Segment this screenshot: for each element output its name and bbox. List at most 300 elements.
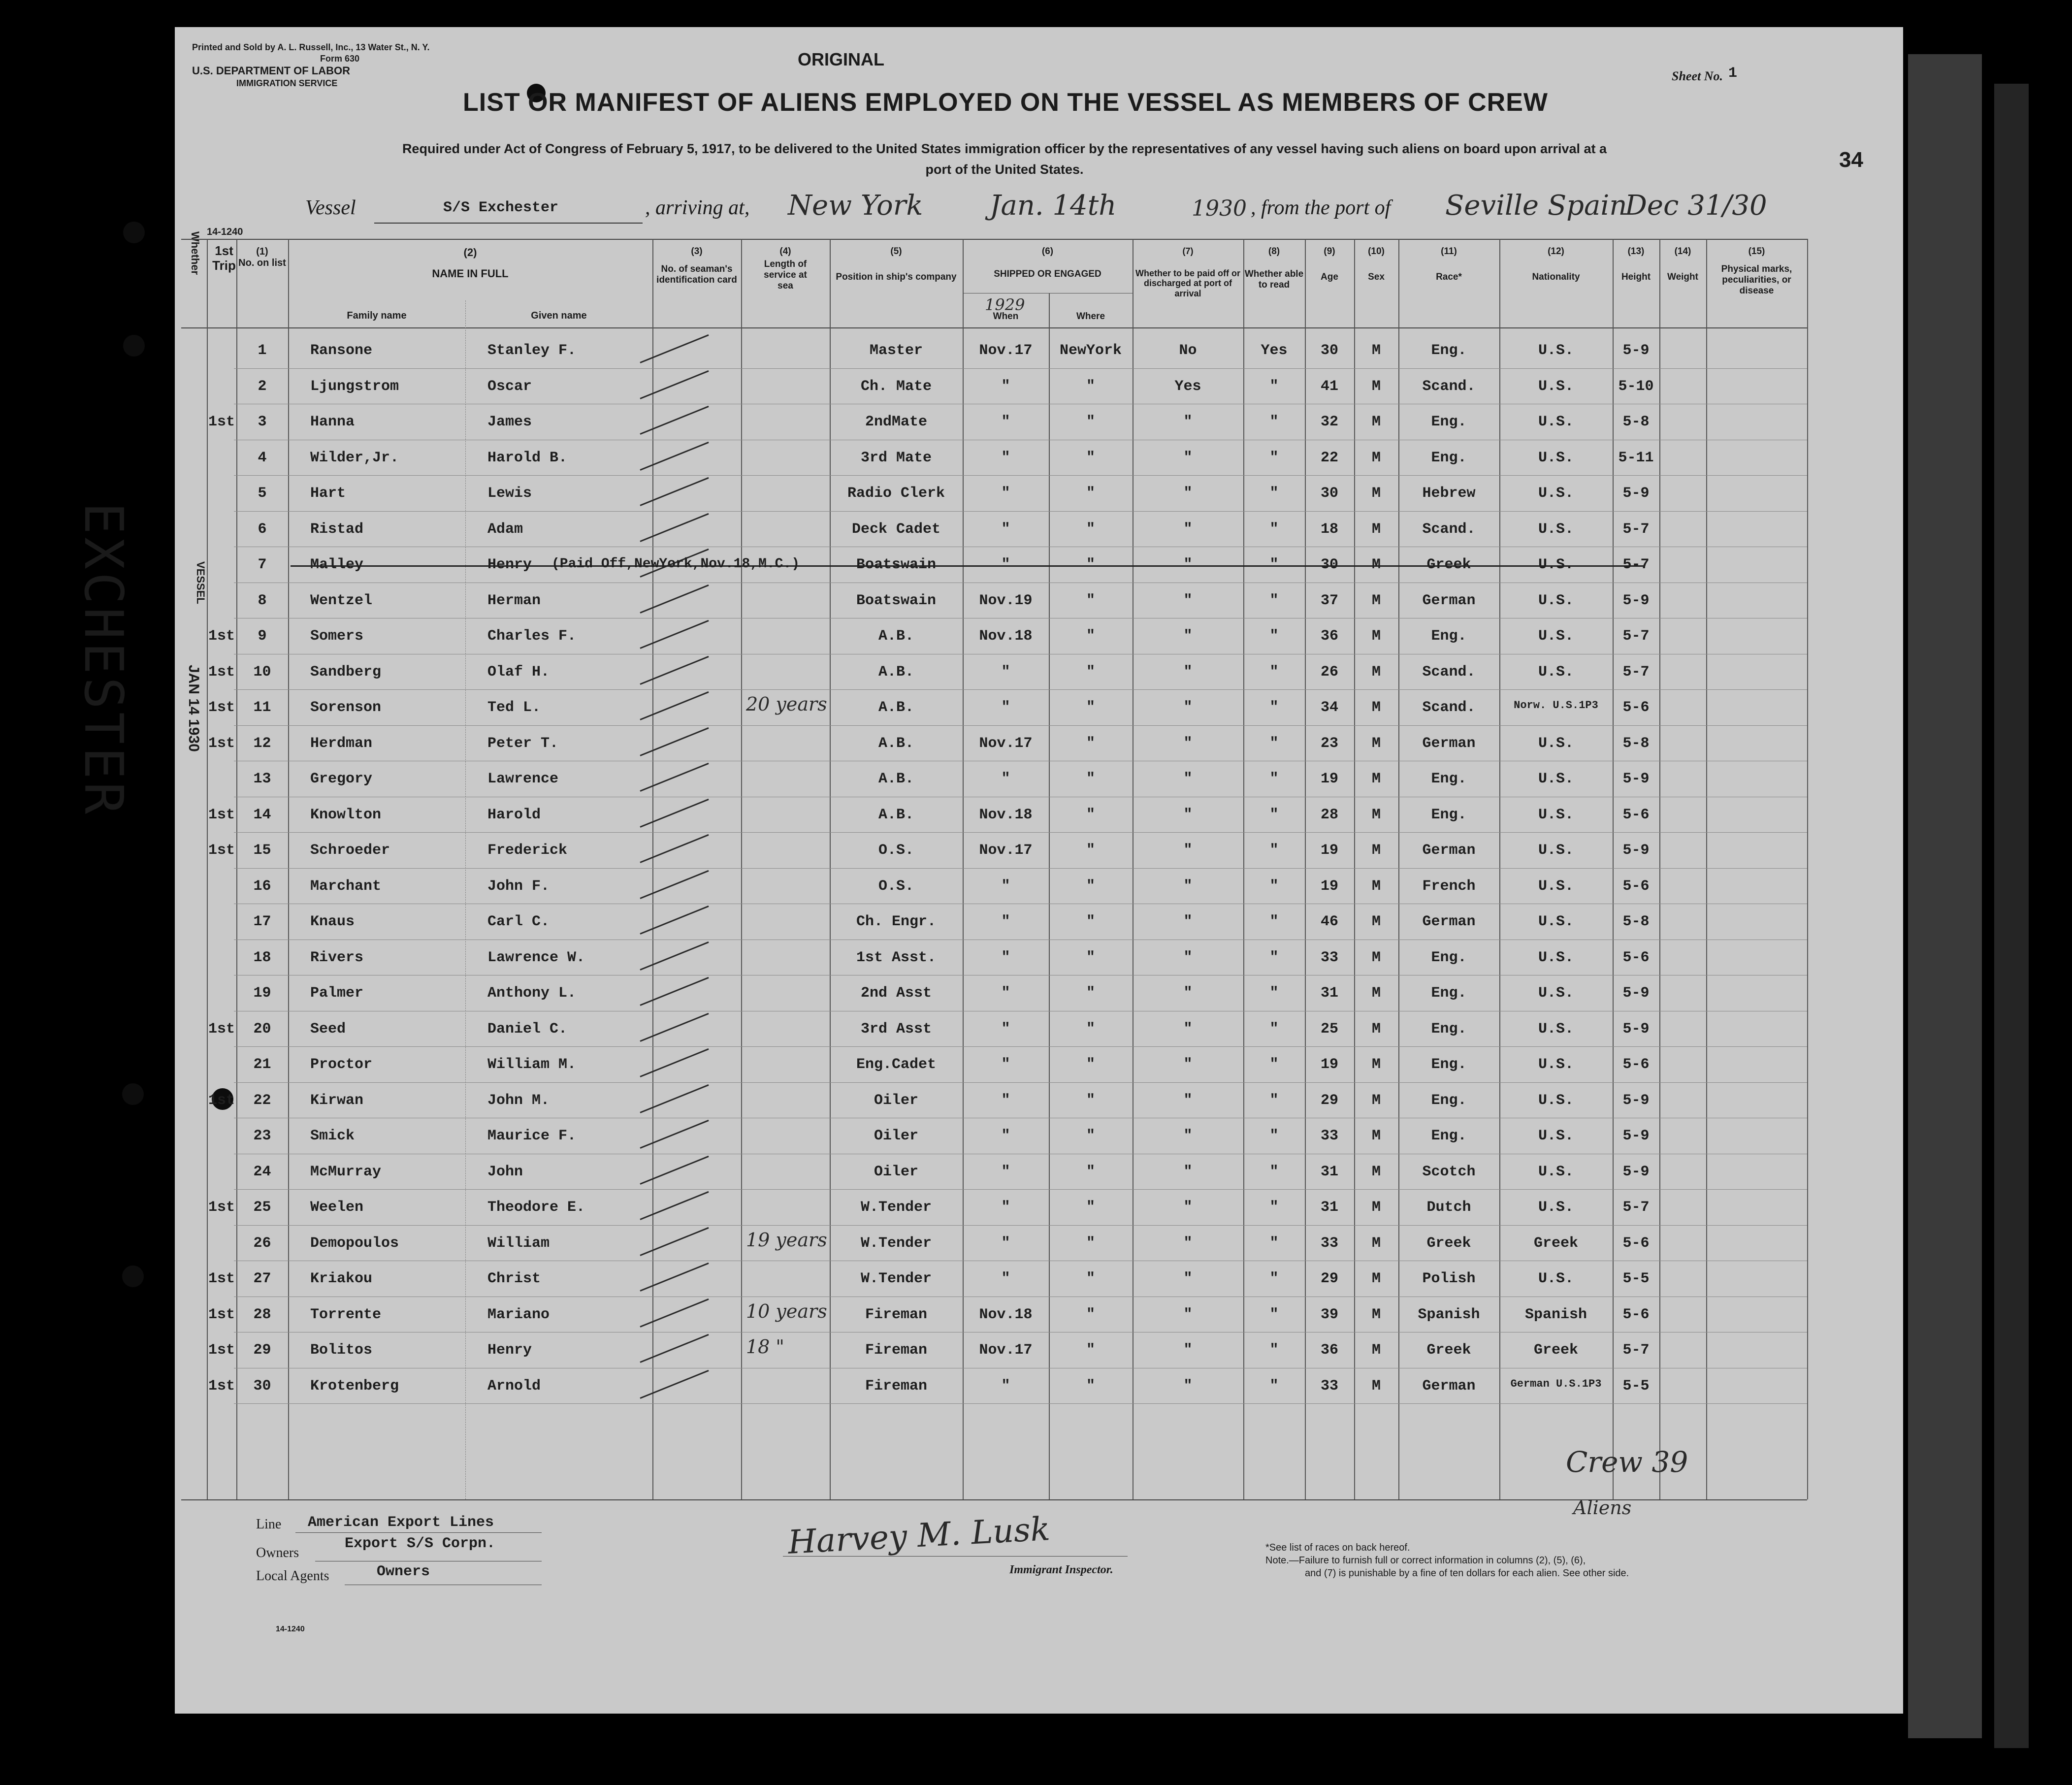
- col-10-number: (10): [1368, 246, 1385, 257]
- line-label: Line: [256, 1517, 282, 1532]
- row-shipped-where: ": [1086, 842, 1095, 859]
- row-age: 36: [1320, 628, 1338, 645]
- row-position: A.B.: [878, 663, 914, 681]
- row-nationality: U.S.: [1538, 520, 1574, 538]
- row-race: Eng.: [1431, 1128, 1467, 1144]
- row-position: Eng.Cadet: [856, 1056, 937, 1073]
- col-7-number: (7): [1182, 246, 1194, 256]
- row-shipped-when: ": [1001, 663, 1010, 681]
- col-4-header: Length of service at sea: [764, 259, 807, 291]
- from-port: Seville Spain: [1445, 190, 1627, 222]
- row-position: 2nd Asst: [860, 985, 932, 1002]
- row-family-name: Proctor: [310, 1056, 373, 1073]
- form-footer-number: 14-1240: [276, 1625, 305, 1633]
- row-height: 5-9: [1622, 842, 1650, 859]
- row-list-number: 29: [253, 1342, 271, 1359]
- row-shipped-when: Nov.17: [979, 1342, 1033, 1359]
- row-nationality: U.S.: [1538, 1128, 1574, 1144]
- arriving-port: New York: [788, 190, 923, 222]
- row-list-number: 20: [253, 1020, 271, 1038]
- row-paid-off: Yes: [1174, 378, 1201, 395]
- row-height: 5-8: [1622, 735, 1650, 752]
- row-shipped-when: ": [1001, 520, 1010, 538]
- row-age: 30: [1320, 485, 1338, 502]
- row-shipped-where: ": [1086, 520, 1095, 538]
- table-row-rule: [234, 511, 1807, 512]
- punch-hole: [123, 222, 145, 243]
- row-list-number: 22: [253, 1092, 271, 1109]
- row-race: Eng.: [1431, 985, 1467, 1002]
- row-paid-off: ": [1183, 1199, 1193, 1216]
- col-15-header: Physical marks, peculiarities, or disease: [1721, 263, 1792, 296]
- row-nationality: U.S.: [1538, 735, 1574, 752]
- punch-hole: [123, 335, 145, 357]
- row-trip-marker: 1st: [208, 663, 235, 681]
- signature-rule: [783, 1556, 1128, 1557]
- row-height: 5-11: [1618, 449, 1654, 466]
- row-sex: M: [1371, 342, 1381, 359]
- row-able-to-read: ": [1269, 485, 1279, 502]
- row-sex: M: [1371, 556, 1381, 573]
- col-15-number: (15): [1748, 246, 1765, 257]
- table-row-rule: [234, 868, 1807, 869]
- row-race: Greek: [1426, 556, 1471, 573]
- row-given-name: William M.: [487, 1056, 577, 1073]
- row-family-name: Sorenson: [310, 699, 382, 716]
- row-race: Eng.: [1431, 342, 1467, 359]
- vessel-name: S/S Exchester: [443, 199, 559, 216]
- penalty-note: Note.—Failure to furnish full or correct information in columns (2), (5), (6),: [1265, 1555, 1586, 1566]
- row-sex: M: [1371, 1234, 1381, 1252]
- row-height: 5-7: [1622, 1342, 1650, 1359]
- inspector-label: Immigrant Inspector.: [1009, 1563, 1113, 1576]
- row-age: 19: [1320, 842, 1338, 859]
- row-nationality: U.S.: [1538, 877, 1574, 895]
- row-shipped-when: Nov.18: [979, 806, 1033, 823]
- col-12-header: Nationality: [1532, 271, 1580, 282]
- row-shipped-where: ": [1086, 735, 1095, 752]
- row-shipped-where: ": [1086, 1163, 1095, 1180]
- row-height: 5-8: [1622, 913, 1650, 930]
- row-family-name: Gregory: [310, 771, 373, 787]
- col-11-number: (11): [1441, 246, 1457, 257]
- row-position: Ch. Engr.: [856, 913, 937, 930]
- row-able-to-read: ": [1269, 592, 1279, 609]
- row-service-length: 10 years: [746, 1300, 827, 1322]
- row-nationality: U.S.: [1538, 1270, 1574, 1287]
- row-family-name: Palmer: [310, 985, 364, 1002]
- vessel-stamp: EXCHESTER: [72, 502, 134, 817]
- row-shipped-when: ": [1001, 1199, 1010, 1216]
- row-shipped-when: ": [1001, 949, 1010, 966]
- row-sex: M: [1371, 949, 1381, 966]
- row-shipped-when: ": [1001, 1163, 1010, 1180]
- row-able-to-read: ": [1269, 520, 1279, 538]
- races-note: *See list of races on back hereof.: [1265, 1542, 1410, 1553]
- row-height: 5-7: [1622, 520, 1650, 538]
- row-trip-marker: 1st: [208, 414, 235, 430]
- row-nationality: U.S.: [1538, 485, 1574, 502]
- row-race: Scotch: [1422, 1163, 1476, 1180]
- printer-credit: Printed and Sold by A. L. Russell, Inc., 13 Water St., N. Y.: [192, 42, 430, 52]
- row-paid-off: ": [1183, 1342, 1193, 1359]
- row-paid-off: ": [1183, 592, 1193, 609]
- inspector-signature: Harvey M. Lusk: [787, 1510, 1051, 1561]
- row-paid-off: ": [1183, 1163, 1193, 1180]
- row-able-to-read: ": [1269, 1270, 1279, 1287]
- row-age: 31: [1320, 1163, 1338, 1180]
- col-2-header: NAME IN FULL: [432, 267, 509, 280]
- row-position: A.B.: [878, 699, 914, 716]
- row-position: Oiler: [874, 1128, 918, 1144]
- row-shipped-when: ": [1001, 1056, 1010, 1073]
- row-race: Eng.: [1431, 949, 1467, 966]
- row-family-name: Torrente: [310, 1306, 382, 1323]
- row-nationality: U.S.: [1538, 949, 1574, 966]
- row-list-number: 25: [253, 1199, 271, 1216]
- row-height: 5-9: [1622, 1128, 1650, 1144]
- row-nationality: U.S.: [1538, 806, 1574, 823]
- row-sex: M: [1371, 414, 1381, 430]
- row-height: 5-5: [1622, 1270, 1650, 1287]
- row-paid-off: ": [1183, 1092, 1193, 1109]
- row-height: 5-6: [1622, 1056, 1650, 1073]
- department-label: U.S. DEPARTMENT OF LABOR: [192, 65, 351, 77]
- row-shipped-when: ": [1001, 771, 1010, 787]
- arrival-date: Jan. 14th: [990, 190, 1117, 222]
- row-age: 31: [1320, 1199, 1338, 1216]
- from-port-label: , from the port of: [1251, 196, 1391, 219]
- stamp-vessel-label: VESSEL: [194, 561, 207, 604]
- row-race: Eng.: [1431, 1056, 1467, 1073]
- row-given-name: Maurice F.: [487, 1128, 577, 1144]
- row-sex: M: [1371, 1056, 1381, 1073]
- whether-label: Whether: [189, 231, 201, 275]
- row-paid-off: No: [1179, 342, 1197, 359]
- row-sex: M: [1371, 1377, 1381, 1395]
- row-paid-off: ": [1183, 628, 1193, 645]
- row-height: 5-6: [1622, 877, 1650, 895]
- row-given-name: John F.: [487, 877, 550, 895]
- row-nationality: Greek: [1533, 1234, 1578, 1252]
- row-height: 5-6: [1622, 1234, 1650, 1252]
- row-nationality: U.S.: [1538, 913, 1574, 930]
- row-nationality: German U.S.1P3: [1510, 1377, 1602, 1390]
- row-list-number: 30: [253, 1377, 271, 1395]
- row-paid-off: ": [1183, 735, 1193, 752]
- row-sex: M: [1371, 1092, 1381, 1109]
- row-shipped-where: ": [1086, 1377, 1095, 1395]
- table-row-rule: [234, 1225, 1807, 1226]
- col-6-number: (6): [1041, 246, 1054, 257]
- col-13-header: Height: [1621, 271, 1651, 282]
- row-able-to-read: Yes: [1261, 342, 1288, 359]
- row-height: 5-7: [1622, 628, 1650, 645]
- row-paid-off: ": [1183, 1020, 1193, 1038]
- row-family-name: McMurray: [310, 1163, 382, 1180]
- row-trip-marker: 1st: [208, 1199, 235, 1216]
- table-row-rule: [234, 1403, 1807, 1404]
- row-height: 5-7: [1622, 556, 1650, 573]
- col-3-number: (3): [691, 246, 703, 257]
- row-sex: M: [1371, 663, 1381, 681]
- row-position: A.B.: [878, 735, 914, 752]
- row-height: 5-9: [1622, 342, 1650, 359]
- row-able-to-read: ": [1269, 1306, 1279, 1323]
- row-age: 28: [1320, 806, 1338, 823]
- row-paid-off: ": [1183, 663, 1193, 681]
- col-rule: [1659, 239, 1660, 1499]
- row-family-name: Seed: [310, 1020, 346, 1038]
- row-list-number: 15: [253, 842, 271, 859]
- row-trip-marker: 1st: [208, 1020, 235, 1038]
- row-able-to-read: ": [1269, 771, 1279, 787]
- row-age: 37: [1320, 592, 1338, 609]
- row-family-name: Malley: [310, 556, 364, 573]
- owners-label: Owners: [256, 1545, 299, 1560]
- row-sex: M: [1371, 877, 1381, 895]
- row-sex: M: [1371, 1020, 1381, 1038]
- manifest-title: LIST OR MANIFEST OF ALIENS EMPLOYED ON THE VESSEL AS MEMBERS OF CREW: [463, 88, 1548, 117]
- row-nationality: U.S.: [1538, 1056, 1574, 1073]
- row-position: W.Tender: [860, 1199, 932, 1216]
- row-shipped-when: ": [1001, 485, 1010, 502]
- table-row-rule: [234, 832, 1807, 833]
- row-race: German: [1422, 842, 1476, 859]
- col-12-number: (12): [1548, 246, 1564, 257]
- col-9-header: Age: [1321, 271, 1338, 282]
- row-family-name: Wentzel: [310, 592, 373, 609]
- row-trip-marker: 1st: [208, 735, 235, 752]
- row-able-to-read: ": [1269, 1020, 1279, 1038]
- row-given-name: Oscar: [487, 378, 532, 395]
- row-list-number: 24: [253, 1163, 271, 1180]
- row-nationality: U.S.: [1538, 771, 1574, 787]
- row-shipped-where: ": [1086, 1270, 1095, 1287]
- row-list-number: 28: [253, 1306, 271, 1323]
- row-given-name: Peter T.: [487, 735, 559, 752]
- row-shipped-when: Nov.17: [979, 735, 1033, 752]
- row-given-name: Herman: [487, 592, 541, 609]
- row-able-to-read: ": [1269, 1377, 1279, 1395]
- row-age: 36: [1320, 1342, 1338, 1359]
- row-paid-off: ": [1183, 913, 1193, 930]
- row-nationality: U.S.: [1538, 414, 1574, 430]
- table-row-rule: [234, 475, 1807, 476]
- col-2-family-header: Family name: [347, 310, 407, 321]
- row-shipped-when: Nov.17: [979, 342, 1033, 359]
- row-able-to-read: ": [1269, 877, 1279, 895]
- row-sex: M: [1371, 1128, 1381, 1144]
- row-age: 26: [1320, 663, 1338, 681]
- row-shipped-when: ": [1001, 1234, 1010, 1252]
- page-number: 34: [1839, 148, 1863, 172]
- row-paid-off: ": [1183, 1056, 1193, 1073]
- row-height: 5-8: [1622, 414, 1650, 430]
- row-height: 5-7: [1622, 663, 1650, 681]
- row-height: 5-9: [1622, 485, 1650, 502]
- row-list-number: 13: [253, 771, 271, 787]
- col-1-header: No. on list: [238, 258, 286, 268]
- row-shipped-where: ": [1086, 449, 1095, 466]
- row-able-to-read: ": [1269, 985, 1279, 1002]
- row-shipped-where: ": [1086, 806, 1095, 823]
- row-paid-off: ": [1183, 449, 1193, 466]
- row-shipped-where: ": [1086, 485, 1095, 502]
- row-race: Scand.: [1422, 699, 1476, 716]
- manifest-subtitle-cont: port of the United States.: [925, 162, 1084, 177]
- row-list-number: 18: [253, 949, 271, 966]
- row-age: 33: [1320, 1377, 1338, 1395]
- row-family-name: Smick: [310, 1128, 355, 1144]
- row-height: 5-7: [1622, 1199, 1650, 1216]
- row-height: 5-5: [1622, 1377, 1650, 1395]
- row-height: 5-6: [1622, 949, 1650, 966]
- punch-hole: [122, 1083, 144, 1105]
- row-given-name: Daniel C.: [487, 1020, 568, 1038]
- col-rule: [741, 239, 742, 1499]
- row-shipped-when: ": [1001, 414, 1010, 430]
- row-given-name: Henry: [487, 1342, 532, 1359]
- row-race: Eng.: [1431, 806, 1467, 823]
- row-shipped-when: ": [1001, 877, 1010, 895]
- row-shipped-where: ": [1086, 1199, 1095, 1216]
- row-list-number: 10: [253, 663, 271, 681]
- row-paid-off: ": [1183, 949, 1193, 966]
- row-trip-marker: 1st: [208, 806, 235, 823]
- row-shipped-when: Nov.18: [979, 1306, 1033, 1323]
- row-nationality: U.S.: [1538, 1020, 1574, 1038]
- row-sex: M: [1371, 771, 1381, 787]
- header-top-rule: [181, 239, 1807, 240]
- row-trip-marker: 1st: [208, 1092, 235, 1109]
- row-shipped-where: ": [1086, 1092, 1095, 1109]
- col-2-number: (2): [463, 246, 477, 259]
- col-5-number: (5): [890, 246, 902, 257]
- row-age: 29: [1320, 1270, 1338, 1287]
- row-shipped-where: ": [1086, 1306, 1095, 1323]
- owners-value: Export S/S Corpn.: [345, 1535, 496, 1552]
- row-given-name: Carl C.: [487, 913, 550, 930]
- row-paid-off: ": [1183, 1306, 1193, 1323]
- adjacent-page-edge: [1908, 54, 1982, 1738]
- row-sex: M: [1371, 1270, 1381, 1287]
- col-rule: [288, 239, 289, 1499]
- departure-date: Dec 31/30: [1625, 190, 1767, 222]
- row-nationality: Greek: [1533, 1342, 1578, 1359]
- row-position: O.S.: [878, 842, 914, 859]
- row-position: 3rd Mate: [860, 449, 932, 466]
- row-list-number: 27: [253, 1270, 271, 1287]
- row-shipped-when: ": [1001, 699, 1010, 716]
- row-shipped-when: ": [1001, 378, 1010, 395]
- row-shipped-where: ": [1086, 771, 1095, 787]
- row-able-to-read: ": [1269, 378, 1279, 395]
- crew-count-note: Crew 39: [1566, 1445, 1688, 1479]
- row-shipped-where: ": [1086, 699, 1095, 716]
- row-able-to-read: ": [1269, 842, 1279, 859]
- row-nationality: U.S.: [1538, 378, 1574, 395]
- row-able-to-read: ": [1269, 949, 1279, 966]
- row-list-number: 8: [258, 592, 267, 609]
- row-race: French: [1422, 877, 1476, 895]
- row-position: W.Tender: [860, 1234, 932, 1252]
- row-height: 5-9: [1622, 1020, 1650, 1038]
- row-shipped-where: ": [1086, 985, 1095, 1002]
- row-shipped-where: ": [1086, 414, 1095, 430]
- col-13-number: (13): [1627, 246, 1645, 257]
- row-shipped-where: ": [1086, 556, 1095, 573]
- row-nationality: Spanish: [1524, 1306, 1587, 1323]
- row-family-name: Wilder,Jr.: [310, 449, 399, 466]
- agents-value: Owners: [377, 1563, 430, 1580]
- row-race: German: [1422, 1377, 1476, 1395]
- row-race: Greek: [1426, 1342, 1471, 1359]
- row-given-name: Frederick: [487, 842, 568, 859]
- row-shipped-when: ": [1001, 1377, 1010, 1395]
- row-position: A.B.: [878, 628, 914, 645]
- row-list-number: 9: [258, 628, 267, 645]
- row-sex: M: [1371, 985, 1381, 1002]
- sheet-label: Sheet No.: [1672, 69, 1723, 83]
- row-shipped-when: ": [1001, 1270, 1010, 1287]
- row-height: 5-9: [1622, 771, 1650, 787]
- arrival-year: 1930: [1192, 196, 1247, 221]
- row-trip-marker: 1st: [208, 1306, 235, 1323]
- row-given-name: Lawrence W.: [487, 949, 585, 966]
- row-position: Ch. Mate: [860, 378, 932, 395]
- manifest-subtitle: Required under Act of Congress of February 5, 1917, to be delivered to the United States immigration officer by the representatives of any vessel having such aliens on board upon arrival at a: [402, 141, 1607, 156]
- row-family-name: Krotenberg: [310, 1377, 399, 1395]
- row-paid-off: ": [1183, 771, 1193, 787]
- row-paid-off: ": [1183, 985, 1193, 1002]
- line-value: American Export Lines: [308, 1514, 494, 1531]
- col-9-number: (9): [1324, 246, 1335, 257]
- row-given-name: Harold: [487, 806, 541, 823]
- row-paid-off: ": [1183, 1128, 1193, 1144]
- row-position: W.Tender: [860, 1270, 932, 1287]
- row-trip-marker: 1st: [208, 699, 235, 716]
- row-nationality: U.S.: [1538, 449, 1574, 466]
- row-age: 30: [1320, 556, 1338, 573]
- row-able-to-read: ": [1269, 1092, 1279, 1109]
- row-given-name: Stanley F.: [487, 342, 577, 359]
- row-family-name: Hanna: [310, 414, 355, 430]
- row-position: Boatswain: [856, 556, 937, 573]
- row-family-name: Somers: [310, 628, 364, 645]
- row-shipped-where: ": [1086, 1128, 1095, 1144]
- row-age: 32: [1320, 414, 1338, 430]
- row-race: Eng.: [1431, 449, 1467, 466]
- row-shipped-when: ": [1001, 985, 1010, 1002]
- row-race: Scand.: [1422, 520, 1476, 538]
- row-given-name: Arnold: [487, 1377, 541, 1395]
- row-race: Hebrew: [1422, 485, 1476, 502]
- row-list-number: 1: [258, 342, 267, 359]
- row-able-to-read: ": [1269, 699, 1279, 716]
- col-14-header: Weight: [1667, 271, 1698, 282]
- row-shipped-when: ": [1001, 1020, 1010, 1038]
- row-position: Fireman: [865, 1306, 928, 1323]
- row-age: 25: [1320, 1020, 1338, 1038]
- row-trip-marker: 1st: [208, 628, 235, 645]
- row-age: 29: [1320, 1092, 1338, 1109]
- row-age: 23: [1320, 735, 1338, 752]
- row-given-name: John: [487, 1163, 523, 1180]
- row-race: Eng.: [1431, 414, 1467, 430]
- row-able-to-read: ": [1269, 1234, 1279, 1252]
- row-nationality: U.S.: [1538, 592, 1574, 609]
